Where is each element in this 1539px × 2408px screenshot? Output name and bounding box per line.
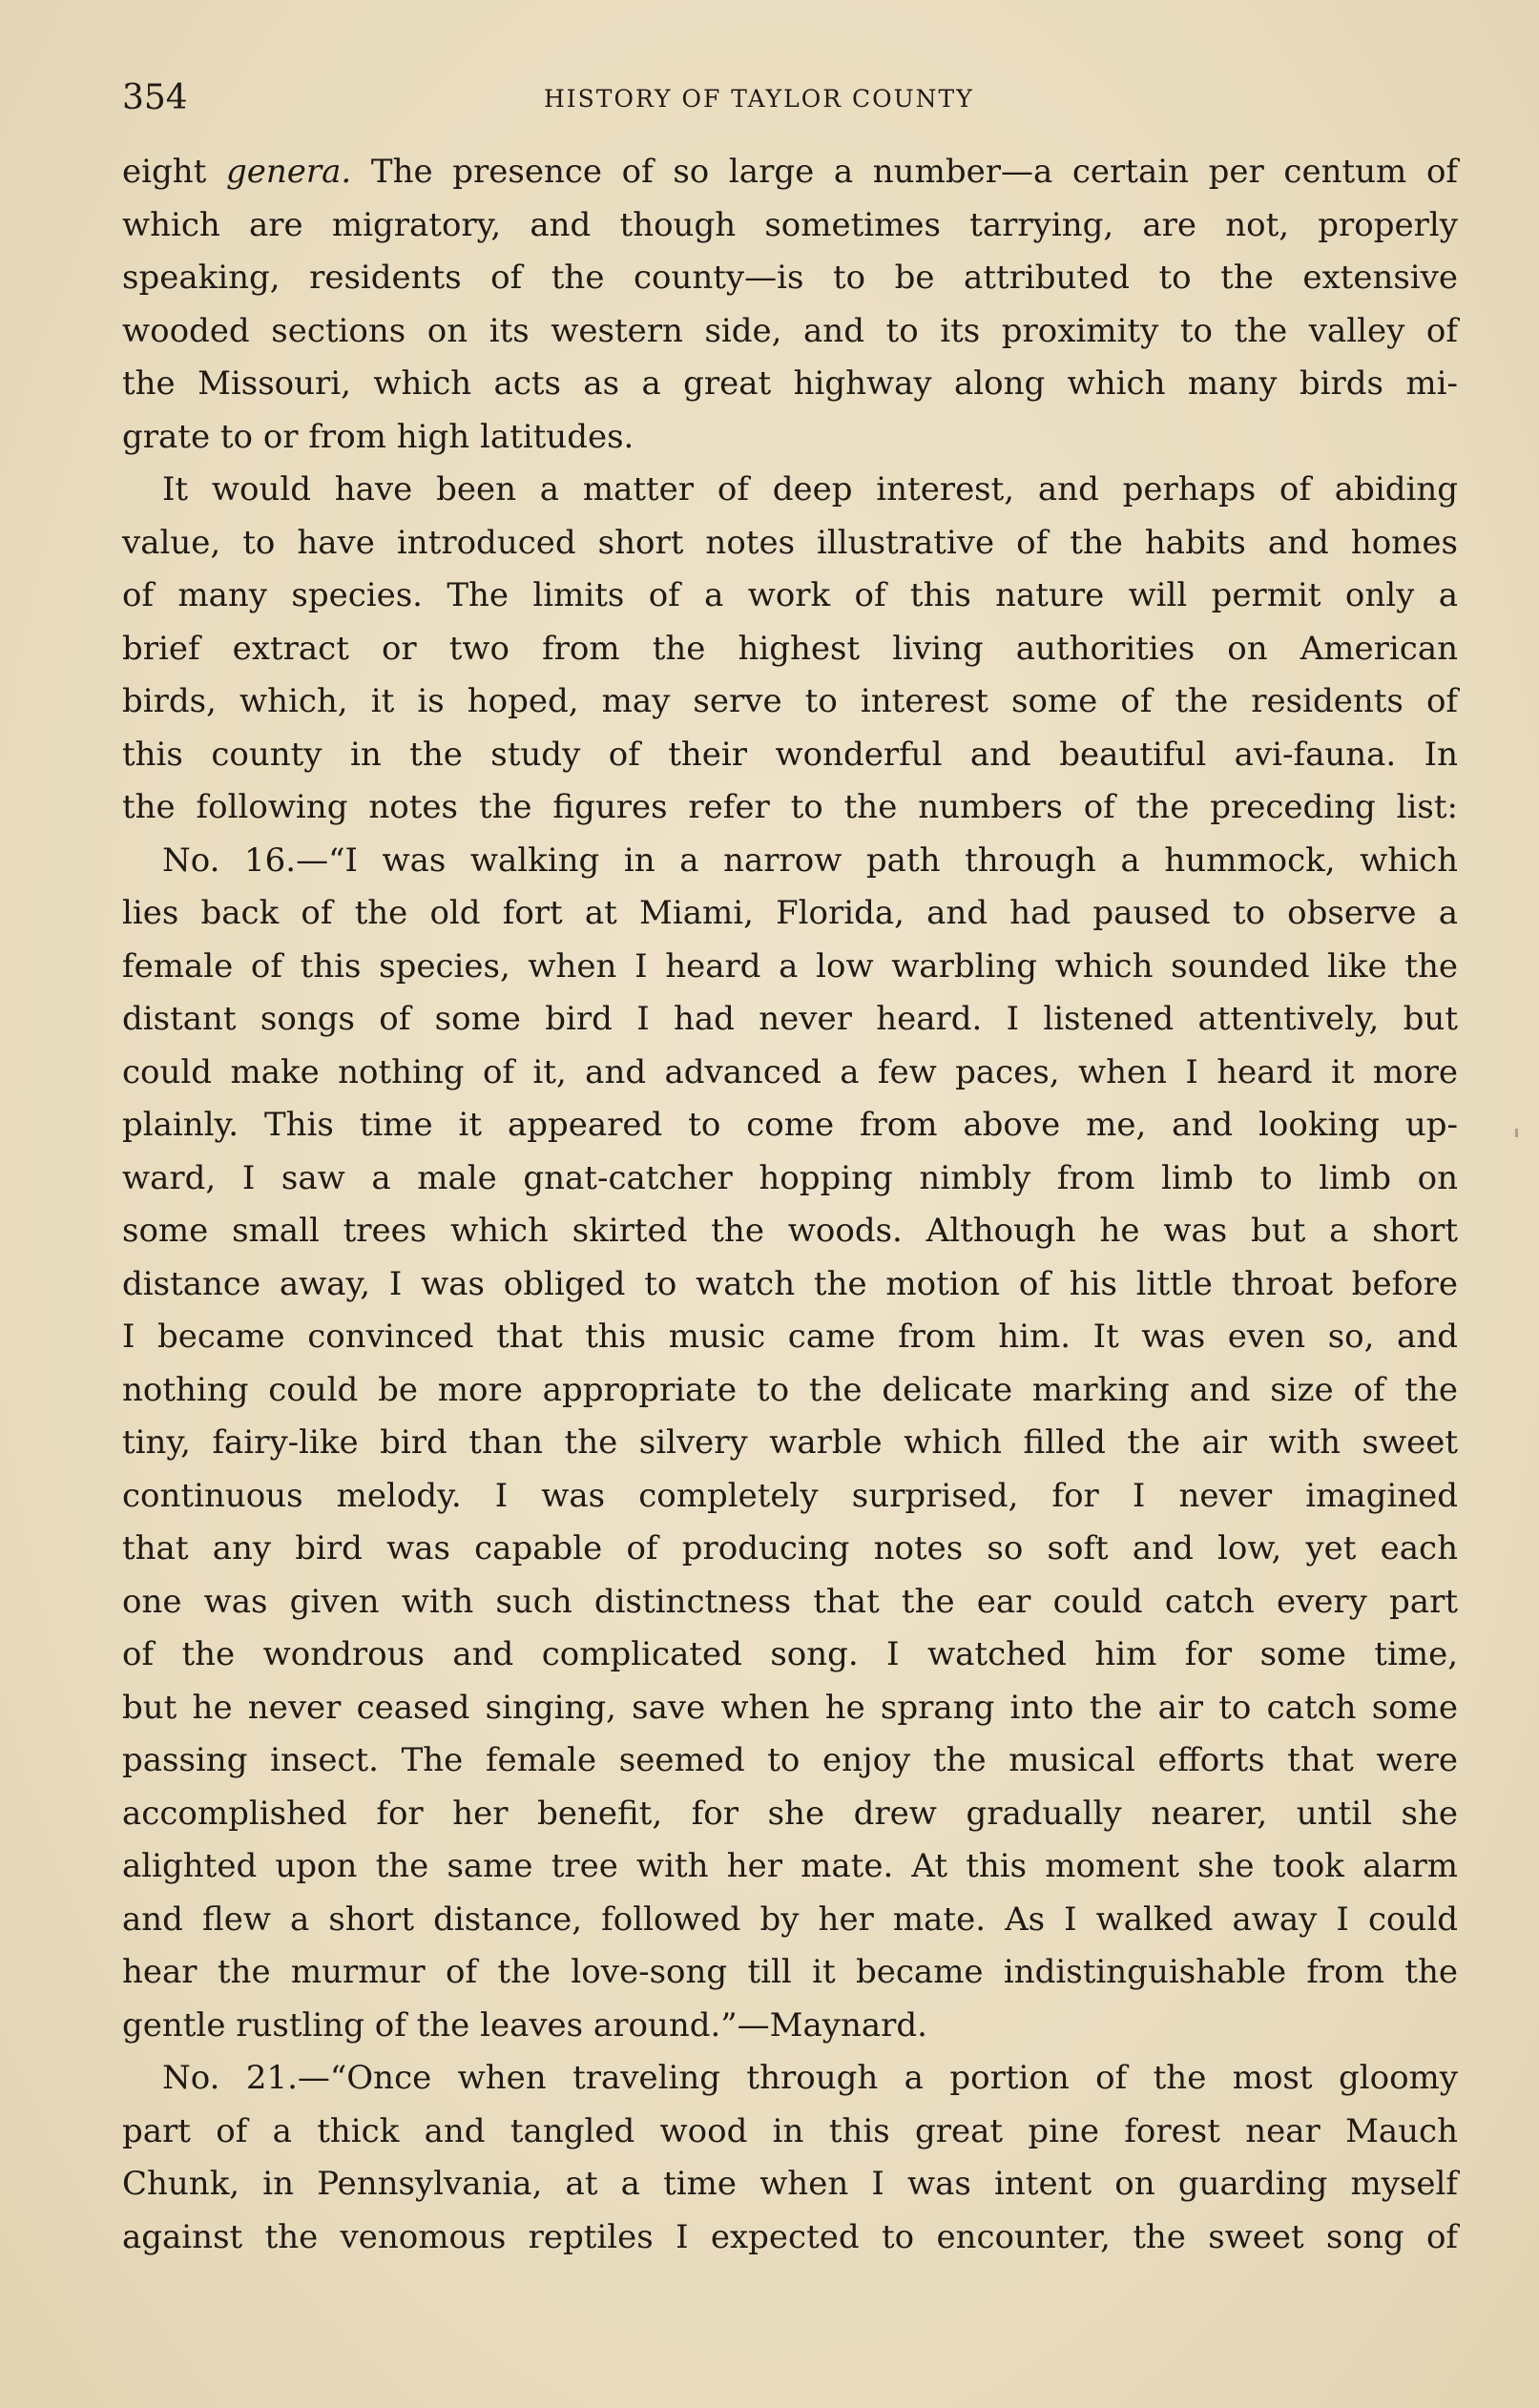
text-line: hear the murmur of the love-song till it became indistinguishable from the <box>122 1953 1458 1991</box>
text-line: could make nothing of it, and advanced a few paces, when I heard it more <box>122 1052 1458 1091</box>
text-line: plainly. This time it appeared to come from above me, and looking up- <box>122 1106 1458 1144</box>
running-title: HISTORY OF TAYLOR COUNTY <box>544 85 974 113</box>
text-line: part of a thick and tangled wood in this great pine forest near Mauch <box>122 2111 1458 2150</box>
text-line: some small trees which skirted the woods. Although he was but a short <box>122 1212 1458 1250</box>
text-line: distant songs of some bird I had never heard. I listened attentively, but <box>122 1000 1458 1038</box>
text-line: lies back of the old fort at Miami, Florida, and had paused to observe a <box>122 894 1458 932</box>
text-line: birds, which, it is hoped, may serve to interest some of the residents of <box>122 682 1458 720</box>
text-line: this county in the study of their wonderful and beautiful avi-fauna. In <box>122 735 1458 774</box>
text-line: against the venomous reptiles I expected to encounter, the sweet song of <box>122 2217 1458 2256</box>
text-line: passing insect. The female seemed to enjoy the musical efforts that were <box>122 1741 1458 1779</box>
body-text <box>122 146 1458 2264</box>
first-line-rest: The presence of so large a number—a certain per centum of <box>370 153 1459 191</box>
text-line-first <box>122 146 1458 199</box>
text-line: ward, I saw a male gnat-catcher hopping nimbly from limb to limb on <box>122 1158 1458 1197</box>
text-line: wooded sections on its western side, and to its proximity to the valley of <box>122 311 1458 350</box>
text-line: continuous melody. I was completely surprised, for I never imagined <box>122 1476 1458 1515</box>
text-line: nothing could be more appropriate to the delicate marking and size of the <box>122 1370 1458 1409</box>
text-line: female of this species, when I heard a low warbling which sounded like the <box>122 946 1458 986</box>
text-line: Chunk, in Pennsylvania, at a time when I was intent on guarding myself <box>122 2165 1458 2203</box>
paragraph-start: No. 21.—“Once when traveling through a portion of the most gloomy <box>162 2059 1458 2097</box>
text-line: that any bird was capable of producing notes so soft and low, yet each <box>122 1529 1458 1567</box>
text-line: of the wondrous and complicated song. I watched him for some time, <box>122 1635 1458 1673</box>
text-line: gentle rustling of the leaves around.”—Maynard. <box>122 2005 927 2045</box>
margin-mark <box>1515 1129 1518 1137</box>
paragraph-start: No. 16.—“I was walking in a narrow path through a hummock, which <box>162 841 1458 880</box>
text-line: but he never ceased singing, save when he sprang into the air to catch some <box>122 1688 1458 1727</box>
text-line: tiny, fairy-like bird than the silvery warble which filled the air with sweet <box>122 1423 1458 1462</box>
text-line: grate to or from high latitudes. <box>122 417 634 456</box>
text-line: the Missouri, which acts as a great highway along which many birds mi- <box>122 364 1458 403</box>
italic-genera: genera. <box>225 153 352 191</box>
text-line: one was given with such distinctness that the ear could catch every part <box>122 1582 1458 1621</box>
text-line: brief extract or two from the highest living authorities on American <box>122 629 1458 668</box>
text-line: alighted upon the same tree with her mate. At this moment she took alarm <box>122 1847 1458 1885</box>
first-word: eight <box>122 153 207 191</box>
text-line: speaking, residents of the county—is to be attributed to the extensive <box>122 259 1458 297</box>
page-number: 354 <box>122 78 188 117</box>
text-line: and flew a short distance, followed by her mate. As I walked away I could <box>122 1899 1458 1939</box>
text-line: which are migratory, and though sometimes tarrying, are not, properly <box>122 205 1458 244</box>
text-line: I became convinced that this music came from him. It was even so, and <box>122 1318 1458 1356</box>
running-head <box>122 74 1458 122</box>
text-line: accomplished for her benefit, for she drew gradually nearer, until she <box>122 1794 1458 1833</box>
text-line: of many species. The limits of a work of this nature will permit only a <box>122 576 1458 614</box>
text-line: distance away, I was obliged to watch the motion of his little throat before <box>122 1264 1458 1303</box>
paragraph-start: It would have been a matter of deep interest, and perhaps of abiding <box>162 470 1458 509</box>
text-line: the following notes the figures refer to the numbers of the preceding list: <box>122 788 1458 826</box>
text-line: value, to have introduced short notes illustrative of the habits and homes <box>122 523 1458 562</box>
